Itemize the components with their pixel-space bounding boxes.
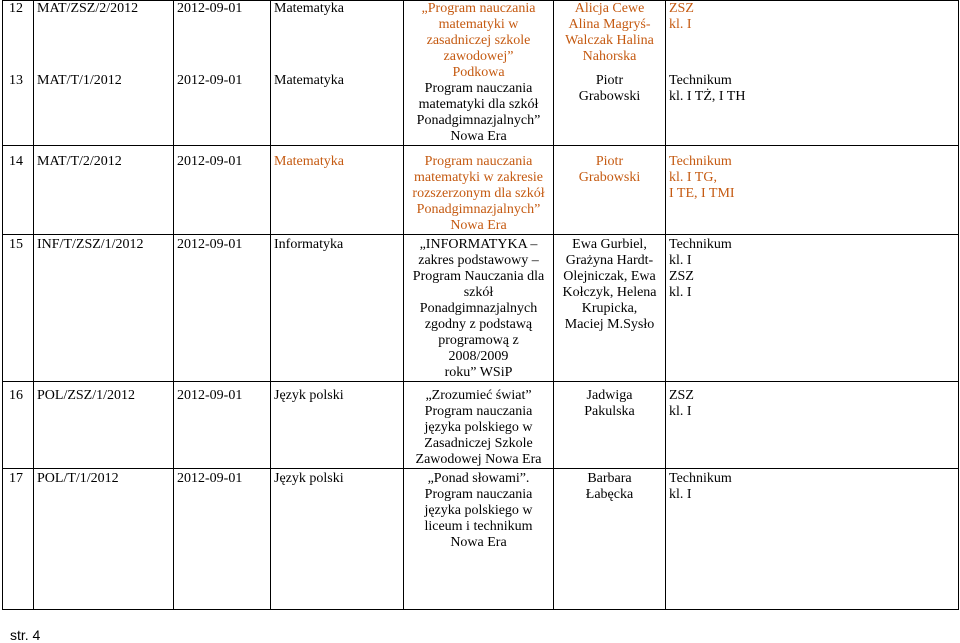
- table-row: [3, 146, 959, 235]
- row-number-cell: 16: [3, 382, 34, 469]
- subject-cell: Matematyka: [271, 146, 404, 235]
- row-number-cell: 15: [3, 235, 34, 382]
- subject-cell: Język polski: [271, 382, 404, 469]
- program-title-cell: Program nauczania matematyki w zakresie rozszerzonym dla szkół Ponadgimnazjalnych” Nowa Era: [404, 146, 554, 235]
- table-row: [3, 235, 959, 382]
- level-cell: Technikum kl. I TG, I TE, I TMI: [666, 146, 959, 235]
- subject-cell: Matematyka Matematyka: [271, 1, 404, 146]
- level-cell: [666, 1, 959, 146]
- program-title: Program nauczania matematyki dla szkół Ponadgimnazjalnych” Nowa Era: [416, 81, 541, 144]
- level-cell: Technikum kl. I: [666, 469, 959, 610]
- date-cell: 2012-09-01 2012-09-01: [174, 1, 271, 146]
- date-cell: 2012-09-01: [174, 146, 271, 235]
- program-code-cell: INF/T/ZSZ/1/2012: [34, 235, 174, 382]
- program-code-cell: POL/ZSZ/1/2012: [34, 382, 174, 469]
- table-row: [3, 469, 959, 610]
- program-authors: Alicja Cewe Alina Magryś- Walczak Halina Nahorska: [565, 1, 654, 64]
- row-number-cell: 12 13: [3, 1, 34, 146]
- authors-cell: Piotr Grabowski: [554, 146, 666, 235]
- page-number: str. 4: [10, 627, 41, 643]
- authors-cell: Barbara Łabęcka: [554, 469, 666, 610]
- authors-cell: [554, 1, 666, 146]
- date-cell: 2012-09-01: [174, 469, 271, 610]
- authors-cell: Jadwiga Pakulska: [554, 382, 666, 469]
- program-title-cell: [404, 1, 554, 146]
- program-code-cell: POL/T/1/2012: [34, 469, 174, 610]
- level-cell: ZSZ kl. I: [666, 382, 959, 469]
- subject-cell: Język polski: [271, 469, 404, 610]
- row-number-cell: 14: [3, 146, 34, 235]
- date-cell: 2012-09-01: [174, 235, 271, 382]
- authors-cell: Ewa Gurbiel, Grażyna Hardt- Olejniczak, Ewa Kołczyk, Helena Krupicka, Maciej M.Sysło: [554, 235, 666, 382]
- program-code-cell: MAT/ZSZ/2/2012 MAT/T/1/2012: [34, 1, 174, 146]
- program-code-cell: MAT/T/2/2012: [34, 146, 174, 235]
- subject-cell: Informatyka: [271, 235, 404, 382]
- date-cell: 2012-09-01: [174, 382, 271, 469]
- program-title: „Program nauczania matematyki w zasadniczej szkole zawodowej” Podkowa: [421, 1, 536, 80]
- program-title-cell: „INFORMATYKA – zakres podstawowy – Program Nauczania dla szkół Ponadgimnazjalnych zgodny z podstawą programową z 2008/2009 roku” WSiP: [404, 235, 554, 382]
- level-cell: Technikum kl. I ZSZ kl. I: [666, 235, 959, 382]
- table-row: [3, 382, 959, 469]
- row-number-cell: 17: [3, 469, 34, 610]
- program-authors: Piotr Grabowski: [578, 73, 641, 104]
- table-row: [3, 1, 959, 146]
- school-level: Technikum kl. I TŻ, I TH: [669, 73, 746, 104]
- program-title-cell: „Ponad słowami”. Program nauczania języka polskiego w liceum i technikum Nowa Era: [404, 469, 554, 610]
- program-title-cell: „Zrozumieć świat” Program nauczania języka polskiego w Zasadniczej Szkole Zawodowej Nowa Era: [404, 382, 554, 469]
- school-level: ZSZ kl. I: [669, 1, 694, 32]
- curriculum-table: [2, 0, 959, 610]
